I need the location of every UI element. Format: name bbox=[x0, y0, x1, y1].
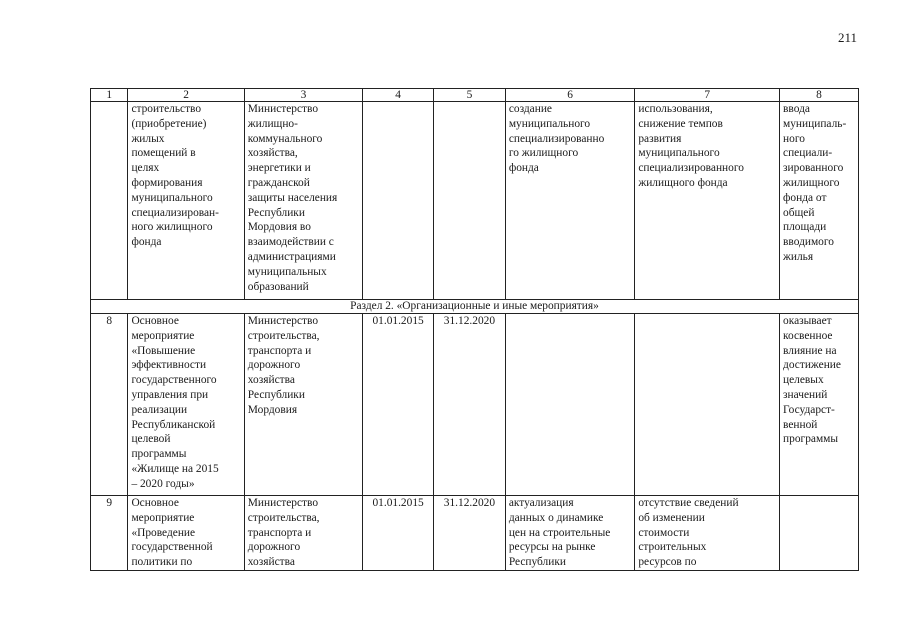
consequences-cell: отсутствие сведений об изменении стоимости строительных ресурсов по bbox=[635, 496, 780, 571]
end-date-cell bbox=[434, 102, 506, 300]
activities-table bbox=[90, 88, 859, 571]
indicator-link-cell: оказывает косвенное влияние на достижение целевых значений Государст- венной программы bbox=[780, 314, 859, 496]
row-number-cell bbox=[91, 102, 128, 300]
row-number-cell: 8 bbox=[91, 314, 128, 496]
start-date-cell: 01.01.2015 bbox=[363, 496, 434, 571]
header-cell: 3 bbox=[244, 89, 362, 102]
continuation-row bbox=[91, 102, 859, 300]
executor-cell: Министерство строительства, транспорта и дорожного хозяйства Республики Мордовия bbox=[244, 314, 362, 496]
section-title: Раздел 2. «Организационные и иные мероприятия» bbox=[91, 300, 859, 314]
indicator-link-cell: ввода муниципаль- ного специали- зированного жилищного фонда от общей площади вводимого жилья bbox=[780, 102, 859, 300]
indicator-link-cell bbox=[780, 496, 859, 571]
section-row bbox=[91, 300, 859, 314]
header-cell: 1 bbox=[91, 89, 128, 102]
table-row bbox=[91, 496, 859, 571]
executor-cell: Министерство жилищно- коммунального хозяйства, энергетики и гражданской защиты населения Республики Мордовия во взаимодействии с администрациями муниципальных образований bbox=[244, 102, 362, 300]
header-cell: 2 bbox=[128, 89, 244, 102]
activity-name-cell: строительство (приобретение) жилых помещений в целях формирования муниципального специализирован- ного жилищного фонда bbox=[128, 102, 244, 300]
consequences-cell: использования, снижение темпов развития муниципального специализированного жилищного фонда bbox=[635, 102, 780, 300]
activity-name-cell: Основное мероприятие «Повышение эффективности государственного управления при реализации Республиканской целевой программы «Жилище на 2015 – 2020 годы» bbox=[128, 314, 244, 496]
table-row bbox=[91, 314, 859, 496]
column-number-header bbox=[91, 89, 859, 102]
header-cell: 4 bbox=[363, 89, 434, 102]
consequences-cell bbox=[635, 314, 780, 496]
start-date-cell: 01.01.2015 bbox=[363, 314, 434, 496]
end-date-cell: 31.12.2020 bbox=[434, 496, 506, 571]
expected-result-cell: создание муниципального специализированно го жилищного фонда bbox=[505, 102, 635, 300]
expected-result-cell bbox=[505, 314, 635, 496]
start-date-cell bbox=[363, 102, 434, 300]
executor-cell: Министерство строительства, транспорта и дорожного хозяйства bbox=[244, 496, 362, 571]
header-cell: 6 bbox=[505, 89, 635, 102]
expected-result-cell: актуализация данных о динамике цен на строительные ресурсы на рынке Республики bbox=[505, 496, 635, 571]
header-cell: 5 bbox=[434, 89, 506, 102]
header-cell: 8 bbox=[780, 89, 859, 102]
end-date-cell: 31.12.2020 bbox=[434, 314, 506, 496]
header-cell: 7 bbox=[635, 89, 780, 102]
activity-name-cell: Основное мероприятие «Проведение государственной политики по bbox=[128, 496, 244, 571]
row-number-cell: 9 bbox=[91, 496, 128, 571]
page-number: 211 bbox=[838, 30, 858, 45]
